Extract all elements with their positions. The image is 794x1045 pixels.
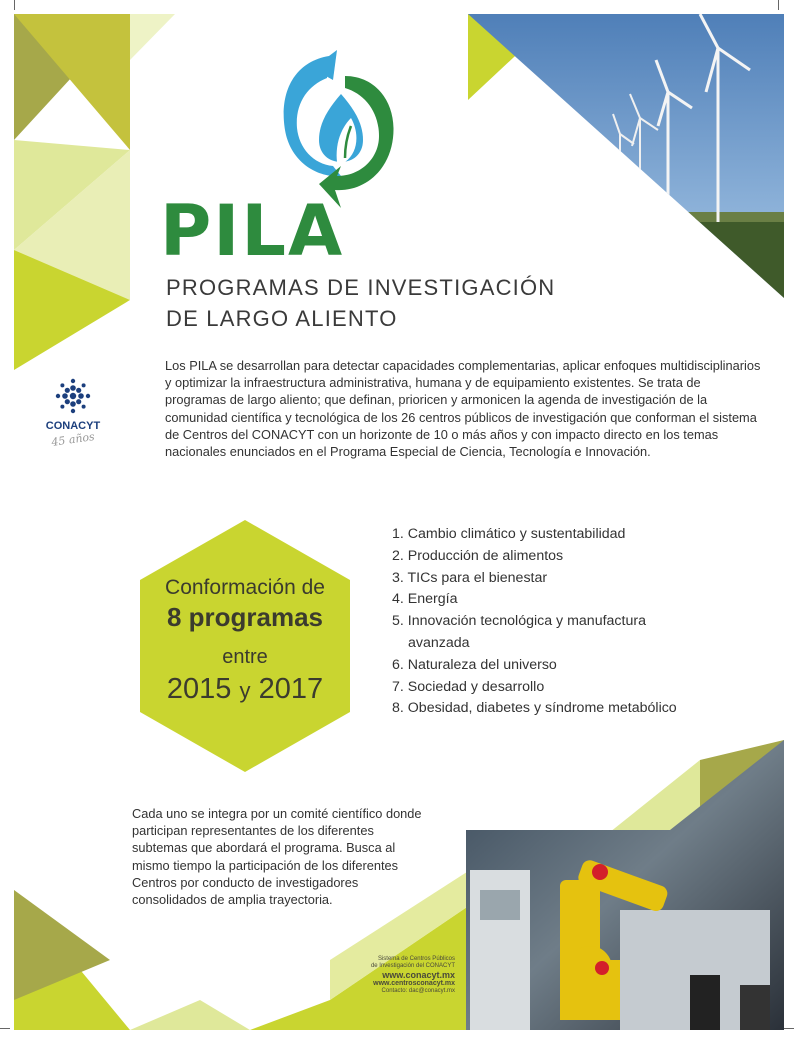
- subtitle-line: PROGRAMAS DE INVESTIGACIÓN: [166, 275, 556, 300]
- year-start: 2015: [166, 673, 232, 705]
- subtitle-line: DE LARGO ALIENTO: [166, 306, 398, 331]
- industrial-robot-photo: [466, 740, 786, 1030]
- year-connector: y: [239, 678, 251, 703]
- contact-block: [330, 956, 455, 995]
- list-item: 3. TICs para el bienestar: [392, 569, 548, 586]
- highlight-line: Conformación de: [165, 576, 325, 599]
- contact-line: Sistema de Centros Públicos: [377, 956, 455, 962]
- list-item: 8. Obesidad, diabetes y síndrome metabólico: [392, 700, 677, 717]
- conacyt-anniversary: 45 años: [50, 430, 96, 449]
- intro-paragraph: Los PILA se desarrollan para detectar capacidades complementarias, aplicar enfoques multidisciplinarios y optimizar la infraestructura administrativa, humana y de equipamiento existentes. Se trata de programas de largo aliento; que definan, prioricen y armonicen la agenda de investigación de la comunidad científica y tecnológica de los 26 centros públicos de investigación que conforman el sistema de Centros del CONACYT con un horizonte de 10 o más años y con impacto directo en los temas nacionales enunciados en el Programa Especial de Ciencia, Tecnología e Innovación.: [165, 358, 761, 460]
- program-subtitle: [166, 272, 686, 334]
- conacyt-emblem-icon: [55, 378, 91, 414]
- contact-line: de Investigación del CONACYT: [370, 963, 455, 969]
- highlight-years: [140, 671, 350, 709]
- year-end: 2017: [258, 673, 324, 705]
- wind-turbine-photo: [468, 14, 784, 298]
- conacyt-name: CONACYT: [45, 420, 101, 432]
- list-item: 5. Innovación tecnológica y manufactura avanzada: [392, 613, 646, 651]
- programs-list: [384, 524, 704, 720]
- conacyt-logo: [28, 378, 118, 449]
- pila-title: PILA: [160, 190, 345, 272]
- list-item: 6. Naturaleza del universo: [392, 656, 557, 673]
- pila-emblem-icon: [275, 48, 405, 210]
- list-item: 1. Cambio climático y sustentabilidad: [392, 526, 626, 542]
- contact-email-link[interactable]: Contacto: dac@conacyt.mx: [381, 988, 455, 994]
- conacyt-url-link[interactable]: www.conacyt.mx: [382, 970, 455, 980]
- list-item: 2. Producción de alimentos: [392, 547, 564, 564]
- list-item: 7. Sociedad y desarrollo: [392, 678, 545, 695]
- closing-paragraph: Cada uno se integra por un comité científico donde participan representantes de los diferentes subtemas que abordará el programa. Busca al mismo tiempo la participación de los diferentes Centros por conducto de investigadores consolidados de amplia trayectoria.: [132, 806, 422, 908]
- highlight-text: [140, 575, 350, 709]
- highlight-line: entre: [222, 646, 268, 668]
- list-item: 4. Energía: [392, 591, 458, 608]
- highlight-program-count: 8 programas: [166, 602, 324, 632]
- centros-url-link[interactable]: www.centrosconacyt.mx: [373, 980, 455, 987]
